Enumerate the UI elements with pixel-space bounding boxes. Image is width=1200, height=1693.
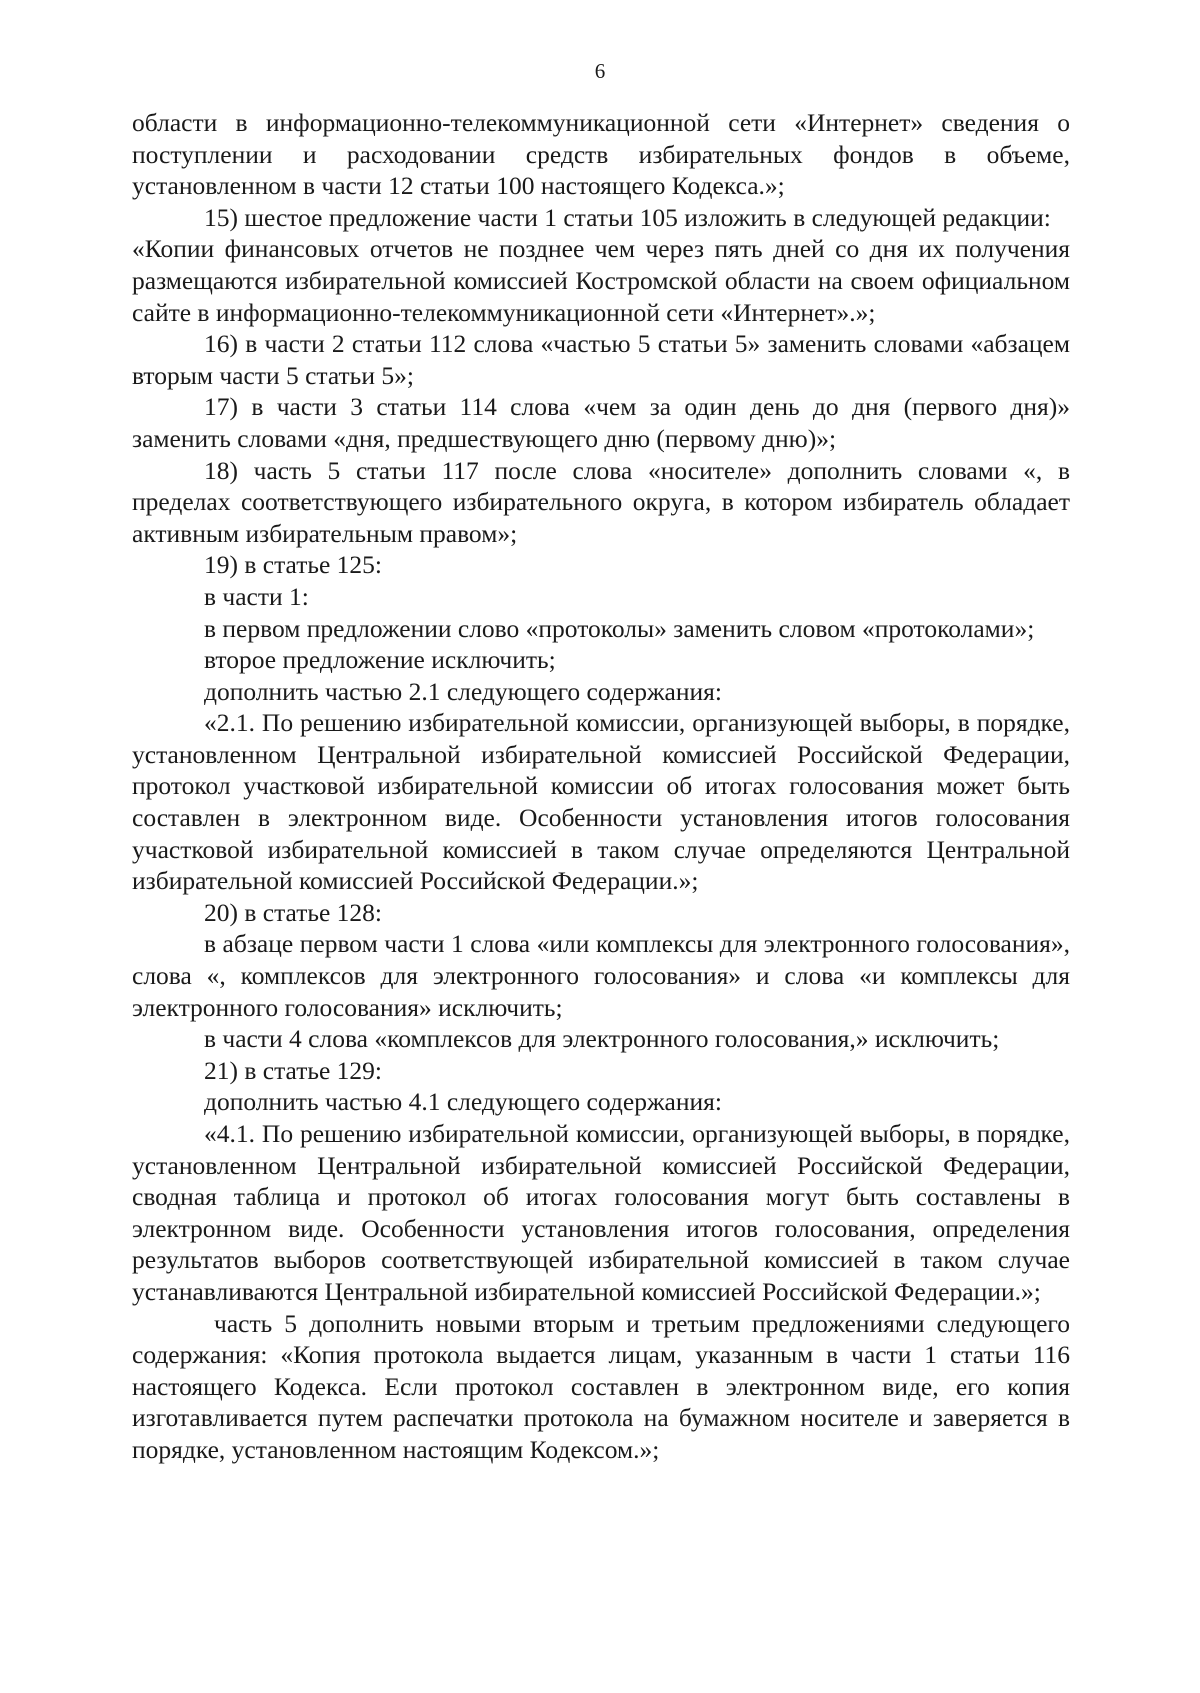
- paragraph: часть 5 дополнить новыми вторым и третьим предложениями следующего содержания: «Копия протокола выдается лицам, указанным в части 1 статьи 116 настоящего Кодекса. Если протокол составлен в электронном виде, его копия изготавливается путем распечатки протокола на бумажном носителе и заверяется в порядке, установленном настоящим Кодексом.»;: [132, 1308, 1070, 1464]
- paragraph: 18) часть 5 статьи 117 после слова «носителе» дополнить словами «, в пределах соответствующего избирательного округа, в котором избиратель обладает активным избирательным правом»;: [132, 455, 1070, 548]
- paragraph: 15) шестое предложение части 1 статьи 105 изложить в следующей редакции:: [204, 202, 1051, 232]
- document-body: [132, 107, 1070, 1466]
- paragraph: области в информационно-телекоммуникационной сети «Интернет» сведения о поступлении и расходовании средств избирательных фондов в объеме, установленном в части 12 статьи 100 настоящего Кодекса.»;: [132, 108, 1070, 201]
- paragraph: 17) в части 3 статьи 114 слова «чем за один день до дня (первого дня)» заменить словами «дня, предшествующего дню (первому дню)»;: [132, 392, 1070, 453]
- paragraph: в части 4 слова «комплексов для электронного голосования,» исключить;: [204, 1024, 1000, 1054]
- paragraph: «Копии финансовых отчетов не позднее чем через пять дней со дня их получения размещаются избирательной комиссией Костромской области на своем официальном сайте в информационно-телекоммуникационной сети «Интернет».»;: [132, 234, 1070, 327]
- paragraph: дополнить частью 4.1 следующего содержания:: [204, 1087, 722, 1117]
- paragraph: «4.1. По решению избирательной комиссии, организующей выборы, в порядке, установленном Центральной избирательной комиссией Российской Федерации, сводная таблица и протокол об итогах голосования могут быть составлены в электронном виде. Особенности установления итогов голосования, определения результатов выборов соответствующей избирательной комиссией в таком случае устанавливаются Центральной избирательной комиссией Российской Федерации.»;: [132, 1119, 1070, 1306]
- paragraph: в части 1:: [204, 581, 309, 611]
- paragraph: 21) в статье 129:: [204, 1055, 383, 1085]
- paragraph: дополнить частью 2.1 следующего содержания:: [204, 676, 722, 706]
- paragraph: в абзаце первом части 1 слова «или комплексы для электронного голосования», слова «, комплексов для электронного голосования» и слова «и комплексы для электронного голосования» исключить;: [132, 929, 1070, 1022]
- paragraph: в первом предложении слово «протоколы» заменить словом «протоколами»;: [204, 613, 1035, 643]
- page-number: 6: [594, 59, 606, 83]
- paragraph: 16) в части 2 статьи 112 слова «частью 5 статьи 5» заменить словами «абзацем вторым части 5 статьи 5»;: [132, 329, 1070, 390]
- paragraph: 20) в статье 128:: [204, 897, 383, 927]
- paragraph: второе предложение исключить;: [204, 645, 556, 675]
- paragraph: «2.1. По решению избирательной комиссии, организующей выборы, в порядке, установленном Центральной избирательной комиссией Российской Федерации, протокол участковой избирательной комиссии об итогах голосования может быть составлен в электронном виде. Особенности установления итогов голосования участковой избирательной комиссией в таком случае определяются Центральной избирательной комиссией Российской Федерации.»;: [132, 708, 1070, 896]
- paragraph: 19) в статье 125:: [204, 550, 383, 580]
